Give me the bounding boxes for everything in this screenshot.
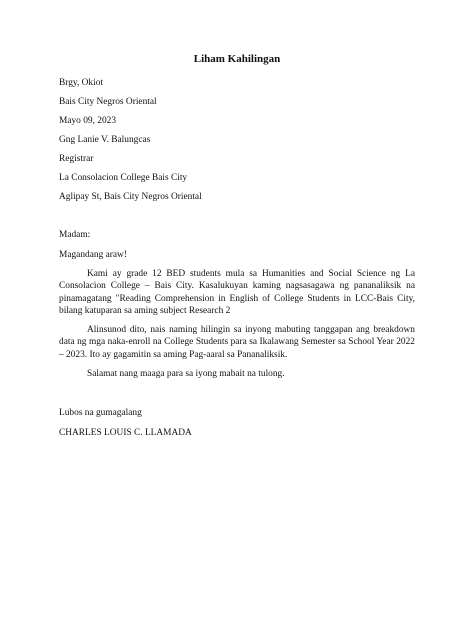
salutation: Madam: — [59, 230, 91, 240]
body-paragraph-1: Kami ay grade 12 BED students mula sa Humanities and Social Science ng La Consolacion College – Bais City. Kasalukuyan kaming nagsasagawa ng pananaliksik na pinamagatang "Reading Comprehension in English of College Students in LCC-Bais City, bilang katuparan sa aming subject Research 2 — [59, 269, 415, 316]
recipient-address: Aglipay St, Bais City Negros Oriental — [59, 192, 202, 202]
body-paragraph-2: Alinsunod dito, nais naming hilingin sa inyong mabuting tanggapan ang breakdown data ng mga naka-enroll na College Students para sa Ikalawang Semester sa School Year 2022 – 2023. Ito ay gagamitin sa aming Pag-aaral sa Pananaliksik. — [59, 325, 415, 360]
body-paragraph-3: Salamat nang maaga para sa iyong mabait na tulong. — [87, 369, 285, 379]
signature-name: CHARLES LOUIS C. LLAMADA — [59, 428, 192, 438]
sender-barangay: Brgy, Okiot — [59, 78, 104, 88]
letter-title: Liham Kahilingan — [193, 53, 281, 65]
closing: Lubos na gumagalang — [59, 408, 142, 418]
sender-city: Bais City Negros Oriental — [59, 97, 157, 107]
greeting: Magandang araw! — [59, 250, 127, 260]
recipient-position: Registrar — [59, 154, 94, 164]
recipient-name: Gng Lanie V. Balungcas — [59, 135, 151, 145]
recipient-institution: La Consolacion College Bais City — [59, 173, 188, 183]
letter-date: Mayo 09, 2023 — [59, 116, 117, 126]
